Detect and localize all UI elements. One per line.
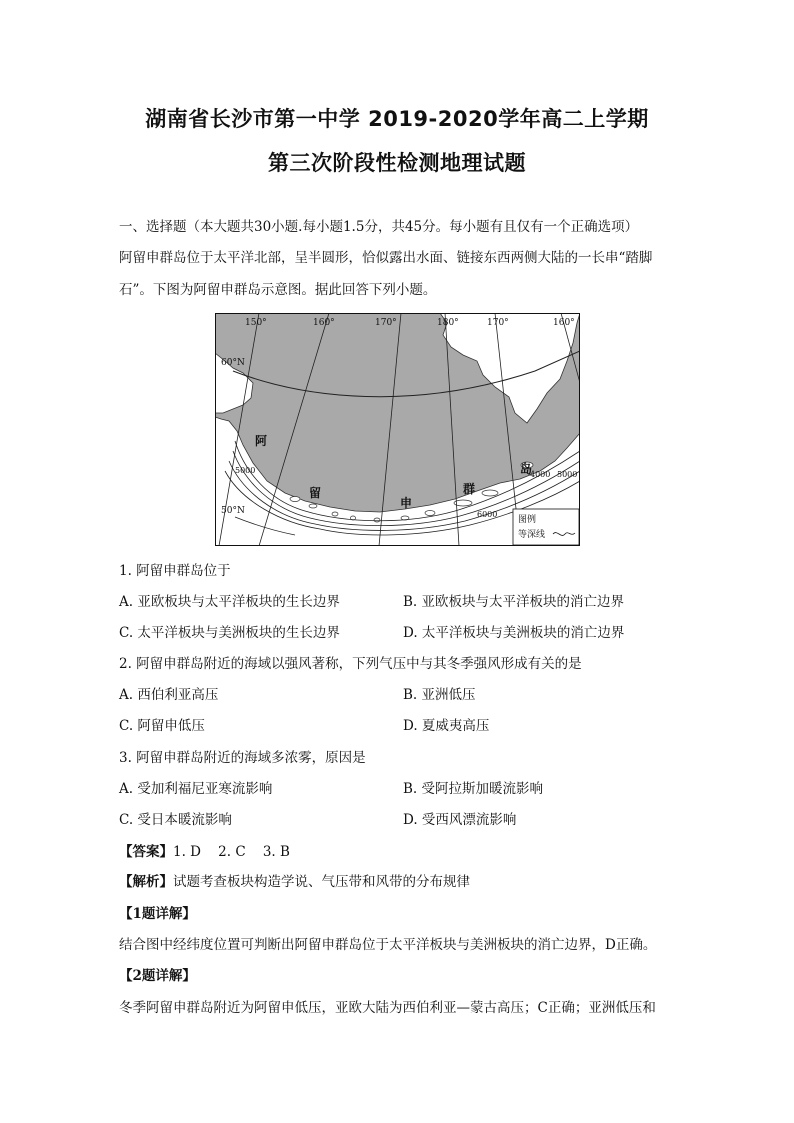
option-c: C. 太平洋板块与美洲板块的生长边界 xyxy=(119,625,340,641)
island-label: 申 xyxy=(400,496,413,510)
analysis-label: 【解析】 xyxy=(119,874,173,890)
island-label: 群 xyxy=(463,482,476,496)
question-stem: 2. 阿留申群岛附近的海域以强风著称，下列气压中与其冬季强风形成有关的是 xyxy=(119,656,582,672)
option-a: A. 亚欧板块与太平洋板块的生长边界 xyxy=(119,594,340,610)
detail1-text: 结合图中经纬度位置可判断出阿留申群岛位于太平洋板块与美洲板块的消亡边界，D正确。 xyxy=(119,937,657,953)
detail2-heading: 【2题详解】 xyxy=(119,968,196,984)
option-b: B. 受阿拉斯加暖流影响 xyxy=(403,781,544,797)
detail1-heading: 【1题详解】 xyxy=(119,906,196,922)
analysis-text: 试题考查板块构造学说、气压带和风带的分布规律 xyxy=(173,874,470,890)
island-label: 岛 xyxy=(520,462,533,476)
answer-label: 【答案】 xyxy=(119,844,173,860)
island-label: 留 xyxy=(309,486,322,500)
lat-label: 60°N xyxy=(221,358,245,368)
option-d: D. 受西风漂流影响 xyxy=(403,812,517,828)
lon-label: 160° xyxy=(313,318,335,328)
section-heading: 一、选择题（本大题共30小题.每小题1.5分，共45分。每小题有且仅有一个正确选项） xyxy=(119,219,639,235)
lon-label: 180° xyxy=(437,318,459,328)
island-label: 阿 xyxy=(255,434,268,448)
document-title-line2: 第三次阶段性检测地理试题 xyxy=(268,151,526,175)
answer-text: 1. D 2. C 3. B xyxy=(173,844,290,860)
intro-text-line2: 石”。下图为阿留申群岛示意图。据此回答下列小题。 xyxy=(119,282,437,298)
option-b: B. 亚欧板块与太平洋板块的消亡边界 xyxy=(403,594,625,610)
detail2-text: 冬季阿留申群岛附近为阿留申低压，亚欧大陆为西伯利亚—蒙古高压；C正确；亚洲低压和 xyxy=(119,1000,656,1016)
option-b: B. 亚洲低压 xyxy=(403,687,476,703)
intro-text-line1: 阿留申群岛位于太平洋北部，呈半圆形，恰似露出水面、链接东西两侧大陆的一长串“踏脚 xyxy=(119,250,653,266)
legend-title: 图例 xyxy=(518,515,537,525)
aleutian-islands-map xyxy=(215,313,580,546)
depth-label: 4000 xyxy=(530,470,551,479)
analysis-line xyxy=(119,873,470,891)
answer-line xyxy=(119,843,290,861)
option-a: A. 西伯利亚高压 xyxy=(119,687,219,703)
legend-item: 等深线 xyxy=(518,530,546,540)
lon-label: 170° xyxy=(375,318,397,328)
question-stem: 1. 阿留申群岛位于 xyxy=(119,563,231,579)
option-c: C. 受日本暖流影响 xyxy=(119,812,232,828)
map-legend xyxy=(513,509,579,545)
depth-label: 6000 xyxy=(477,510,498,519)
question-stem: 3. 阿留申群岛附近的海域多浓雾，原因是 xyxy=(119,750,366,766)
lat-label: 50°N xyxy=(221,506,245,516)
depth-label: 5000 xyxy=(557,470,578,479)
option-a: A. 受加利福尼亚寒流影响 xyxy=(119,781,273,797)
lon-label: 150° xyxy=(245,318,267,328)
document-title-line1: 湖南省长沙市第一中学 2019-2020学年高二上学期 xyxy=(145,107,649,131)
option-d: D. 夏威夷高压 xyxy=(403,718,490,734)
lon-label: 170° xyxy=(487,318,509,328)
option-c: C. 阿留申低压 xyxy=(119,718,205,734)
lon-label: 160° xyxy=(553,318,575,328)
depth-label: 5000 xyxy=(235,466,256,475)
option-d: D. 太平洋板块与美洲板块的消亡边界 xyxy=(403,625,625,641)
